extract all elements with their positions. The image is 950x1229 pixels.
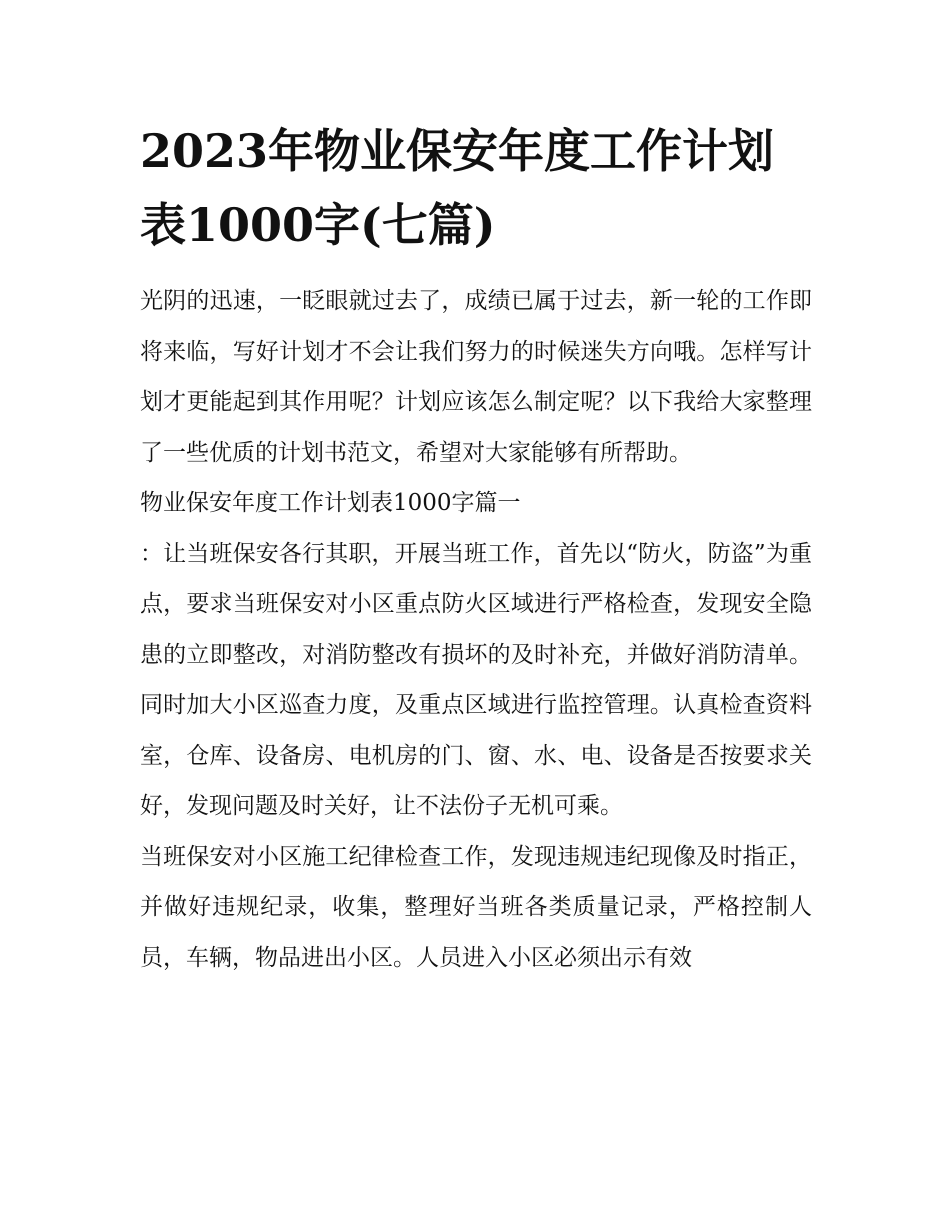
intro-paragraph: 光阴的迅速，一眨眼就过去了，成绩已属于过去，新一轮的工作即将来临，写好计划才不会让我们努力的时候迷失方向哦。怎样写计划才更能起到其作用呢？计划应该怎么制定呢？以下我给大家整理了一些优质的计划书范文，希望对大家能够有所帮助。 bbox=[140, 288, 812, 466]
body-paragraph-2: 当班保安对小区施工纪律检查工作，发现违规违纪现像及时指正，并做好违规纪录，收集，整理好当班各类质量记录，严格控制人员，车辆，物品进出小区。人员进入小区必须出示有效 bbox=[140, 843, 812, 971]
section-heading: 物业保安年度工作计划表1000字篇一 bbox=[140, 490, 521, 516]
body-paragraph-1: ：让当班保安各行其职，开展当班工作，首先以“防火，防盗”为重点，要求当班保安对小区重点防火区域进行严格检查，发现安全隐患的立即整改，对消防整改有损坏的及时补充，并做好消防清单。同时加大小区巡查力度，及重点区域进行监控管理。认真检查资料室，仓库、设备房、电机房的门、窗、水、电、设备是否按要求关好，发现问题及时关好，让不法份子无机可乘。 bbox=[140, 540, 812, 819]
document-body bbox=[140, 114, 812, 983]
document-title: 2023年物业保安年度工作计划表1000字(七篇) bbox=[140, 124, 775, 252]
